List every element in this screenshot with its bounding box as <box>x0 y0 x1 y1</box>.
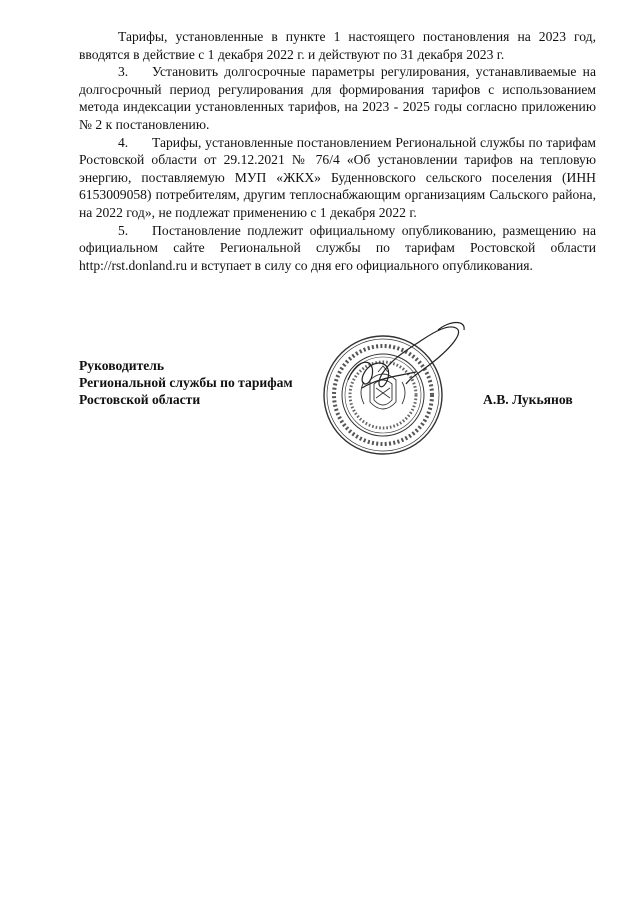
document-body <box>79 28 596 274</box>
paragraph-text: Тарифы, установленные в пункте 1 настоящего постановления на 2023 год, вводятся в действие с 1 декабря 2022 г. и действуют по 31 декабря 2023 г. <box>79 29 596 62</box>
paragraph-number: 5. <box>118 222 129 238</box>
handwritten-signature <box>348 323 464 389</box>
signatory-title-line: Ростовской области <box>79 392 201 407</box>
paragraph-text: Постановление подлежит официальному опубликованию, размещению на официальном сайте Региональной службы по тарифам Ростовской области http://rst.donland.ru и вступает в силу со дня его официального опубликования. <box>79 222 596 273</box>
paragraph-5 <box>79 222 596 275</box>
paragraph-text: Тарифы, установленные постановлением Региональной службы по тарифам Ростовской области от 29.12.2021 № 76/4 «Об установлении тарифов на тепловую энергию, поставляемую МУП «ЖКХ» Буденновского сельского поселения (ИНН 6153009058) потребителям, другим теплоснабжающим организациям Сальского района, на 2022 год», не подлежат применению с 1 декабря 2022 г. <box>79 134 596 220</box>
signatory-title <box>79 357 329 408</box>
official-seal-with-signature <box>318 318 478 458</box>
paragraph-number: 3. <box>118 64 129 80</box>
paragraph-text: Установить долгосрочные параметры регулирования, устанавливаемые на долгосрочный период регулирования для формирования тарифов с использованием метода индексации установленных тарифов, на 2023 - 2025 годы согласно приложению № 2 к постановлению. <box>79 64 596 132</box>
seal-graphic <box>318 318 478 458</box>
seal-outer-ring-inner <box>327 339 439 451</box>
paragraph-3 <box>79 63 596 133</box>
paragraph-tariff-effective-dates <box>79 28 596 63</box>
paragraph-4 <box>79 134 596 222</box>
paragraph-number: 4. <box>118 134 129 150</box>
seal-inner-ring-inner <box>345 357 421 433</box>
signatory-name: А.В. Лукьянов <box>483 392 573 407</box>
signatory-title-line: Руководитель <box>79 358 165 373</box>
signatory-title-line: Региональной службы по тарифам <box>79 375 293 390</box>
